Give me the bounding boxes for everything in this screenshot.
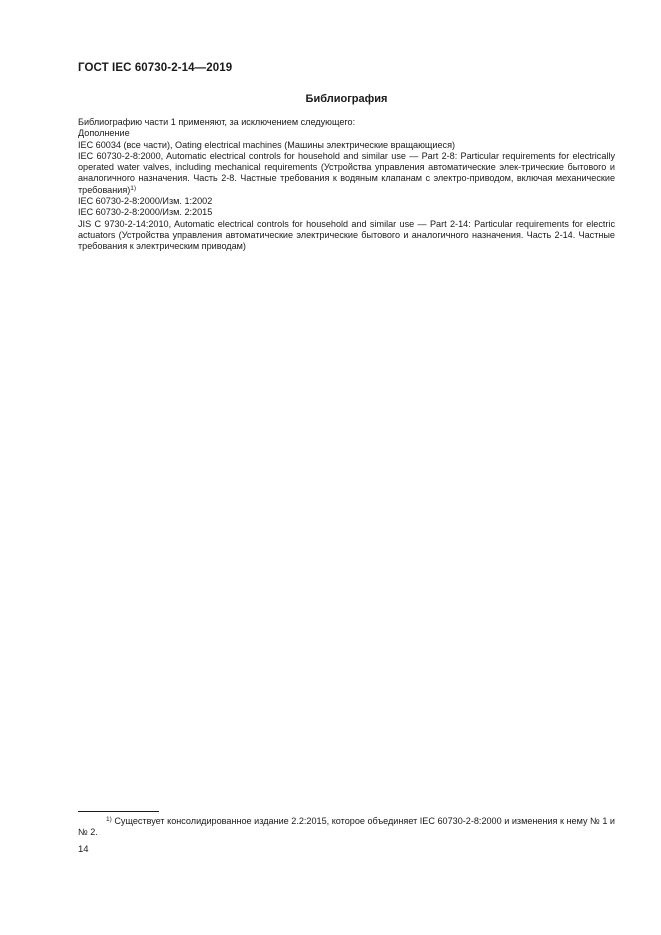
bibliography-entry: IEC 60730-2-8:2000/Изм. 1:2002 [78,196,213,207]
page-number: 14 [78,844,89,855]
bibliography-intro: Библиографию части 1 применяют, за исключением следующего: [78,117,356,127]
footnote-paragraph [78,816,615,839]
bibliography-entry-text: IEC 60730-2-8:2000, Automatic electrical controls for household and similar use — Part 2-8: Particular requirements for electrically operated water valves, including mechanical requirements (Устройства управления автоматические элек-трические бытового и аналогичного назначения. Часть 2-8. Частные требования к водяным клапанам с электро-приводом, включая механические требования) [78,150,615,195]
bibliography-entry: IEC 60730-2-8:2000/Изм. 2:2015 [78,207,213,218]
addition-label: Дополнение [78,128,130,139]
footnote-divider [78,811,159,812]
bibliography-entry: JIS C 9730-2-14:2010, Automatic electrical controls for household and similar use — Part 2-14: Particular requirements for electric actuators (Устройства управления автоматические электрические бытового и аналогичного назначения. Часть 2-14. Частные требования к электрическим приводам) [78,218,615,252]
bibliography-body [78,117,615,253]
footnote-marker: 1) [106,816,112,823]
footnote [78,816,615,839]
footnote-text: Существует консолидированное издание 2.2:2015, которое объединяет IEC 60730-2-8:2000 и изменения к нему № 1 и № 2. [78,816,616,838]
document-header: ГОСТ IEC 60730-2-14—2019 [78,62,233,74]
footnote-reference: 1) [130,184,137,192]
bibliography-title: Библиография [305,93,388,105]
bibliography-entry-with-footnote [78,151,615,196]
bibliography-entry: IEC 60034 (все части), Oating electrical machines (Машины электрические вращающиеся) [78,139,456,150]
